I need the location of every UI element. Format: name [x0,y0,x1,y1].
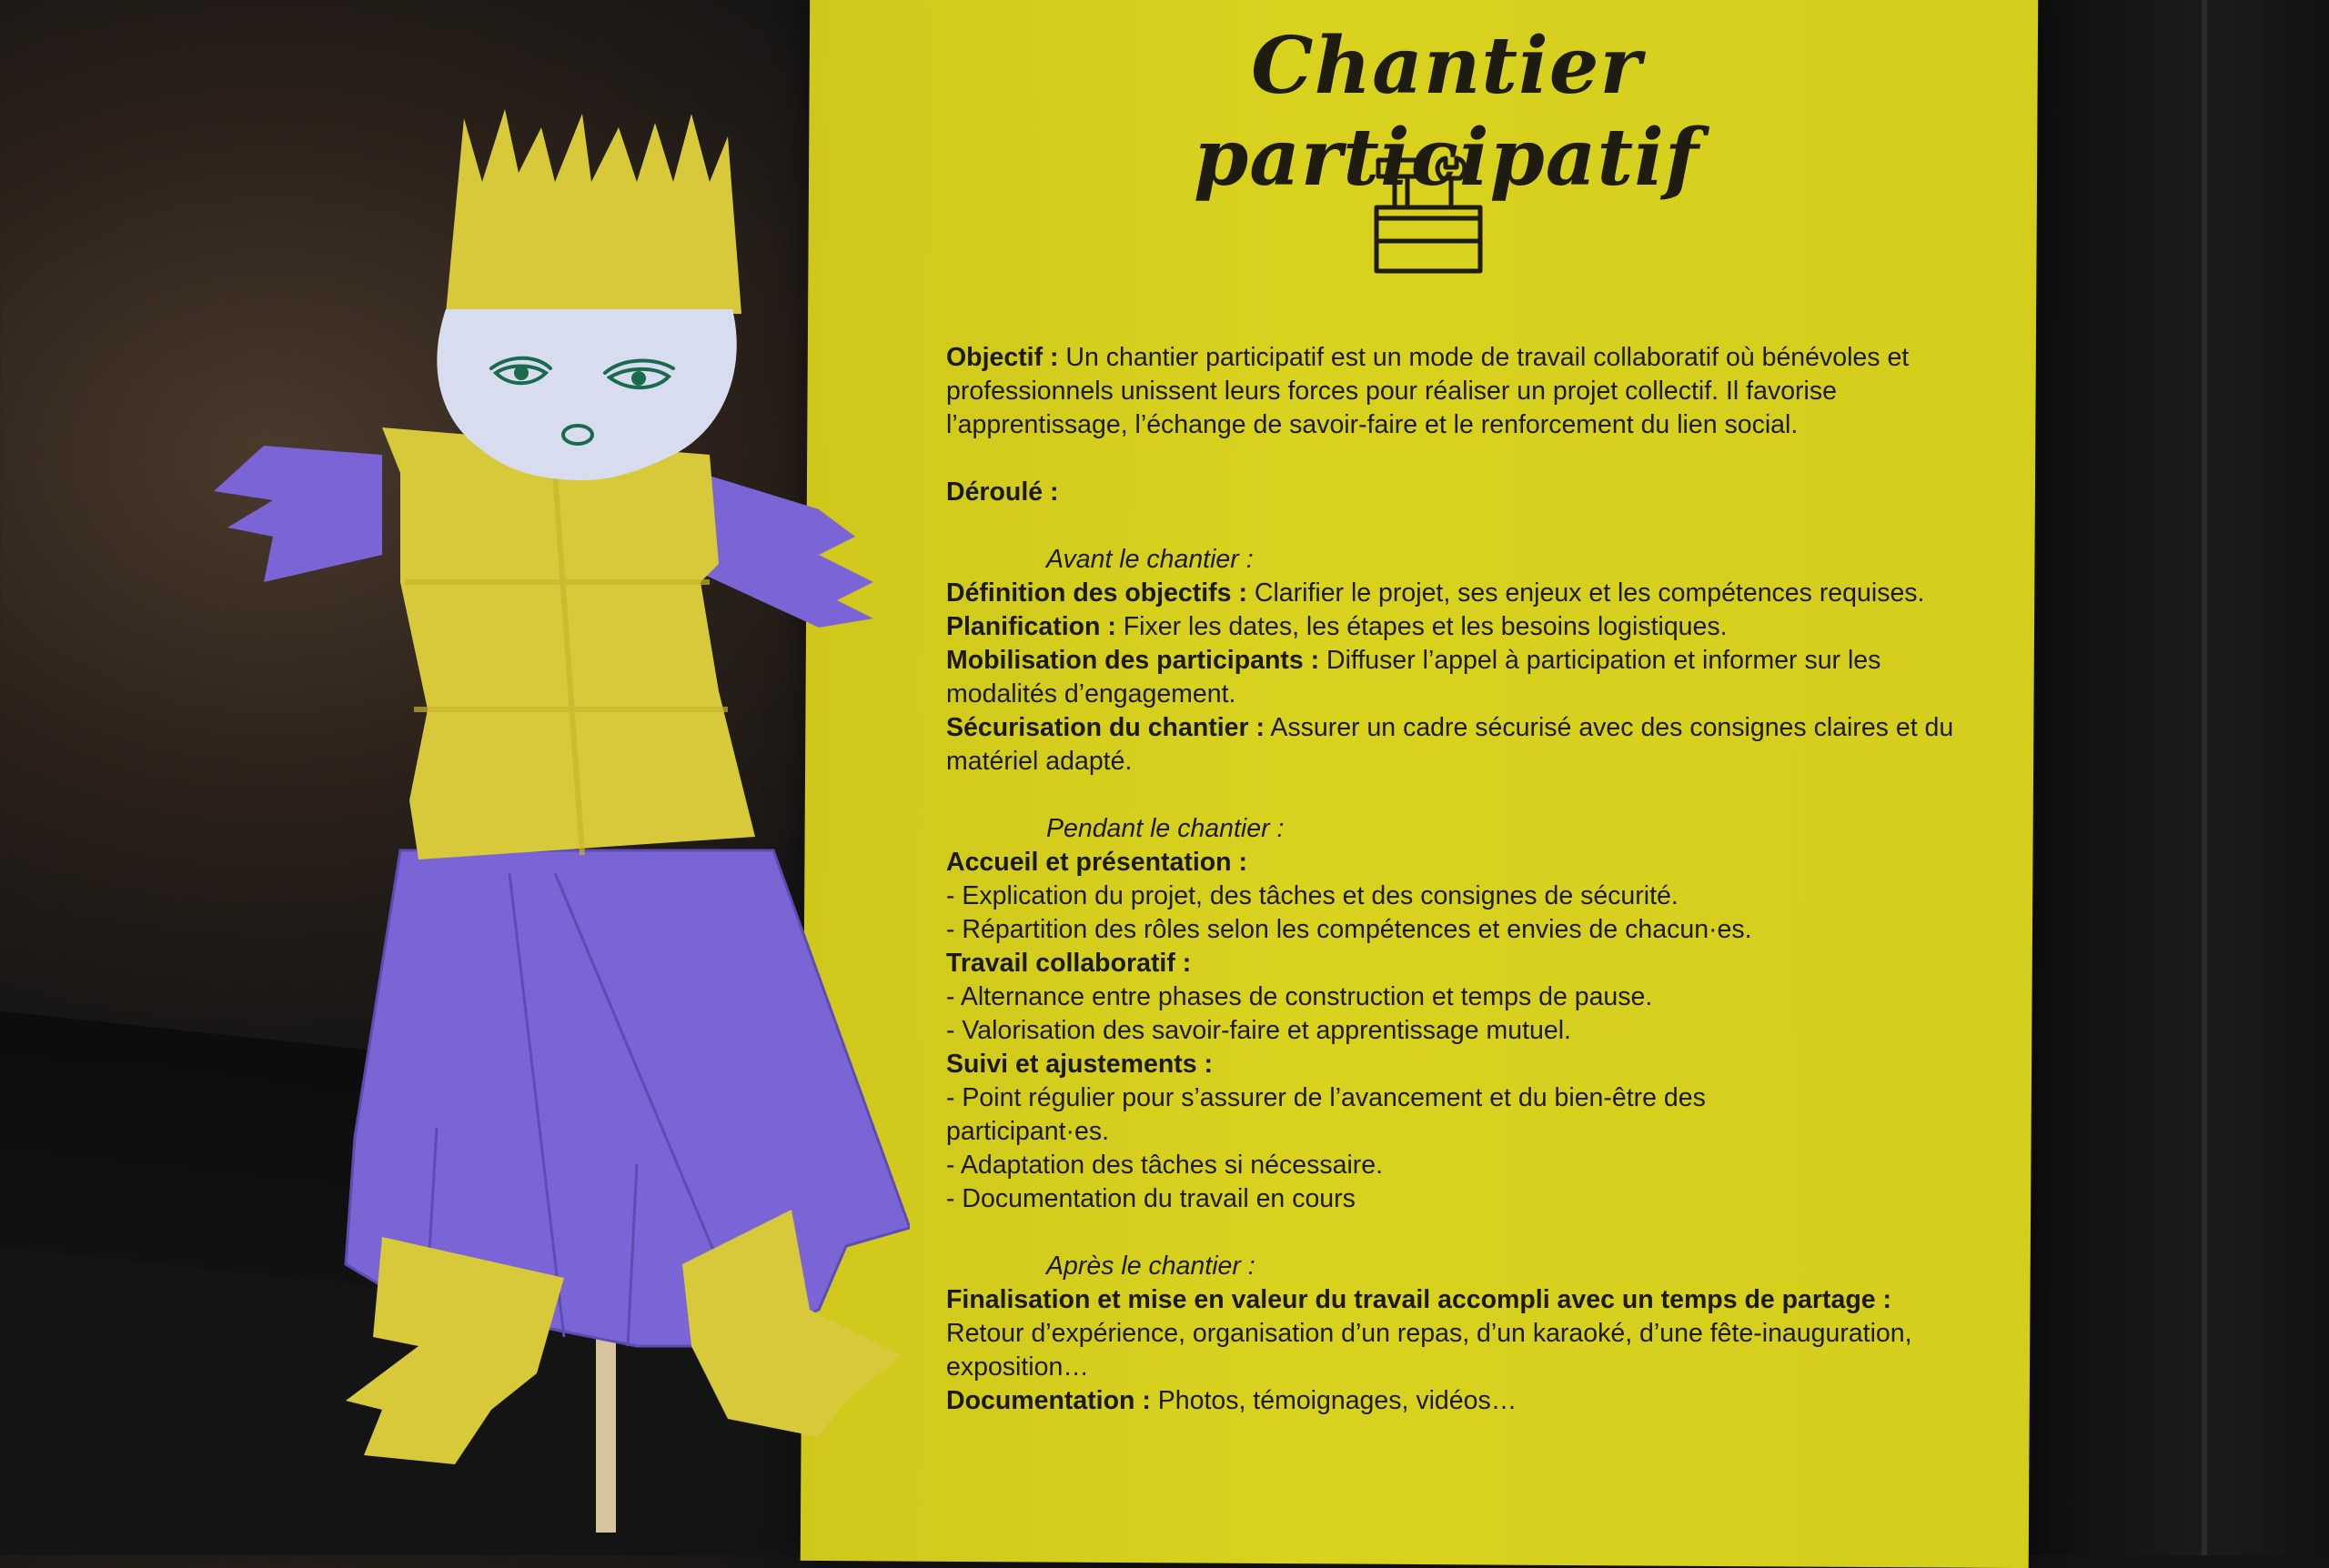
suivi-label: Suivi et ajustements : [946,1050,1214,1079]
toolbox-icon [1369,155,1487,277]
doll-hat [446,109,741,314]
deroule-label: Déroulé : [946,477,1059,507]
paper-doll [0,0,910,1555]
avant-item-text: Assurer un cadre sécurisé avec des consignes claires et du matériel adapté. [946,713,1954,776]
avant-item-text: Fixer les dates, les étapes et les besoins logistiques. [1115,612,1728,641]
doll-left-arm [214,446,382,582]
documentation-paragraph [946,1384,1965,1418]
final-label: Finalisation et mise en valeur du travail accompli avec un temps de partage : [946,1285,1892,1314]
final-paragraph [946,1283,1965,1384]
avant-item [946,577,1965,610]
accueil-label: Accueil et présentation : [946,848,1247,877]
doll-right-arm [701,473,873,628]
accueil-line: - Répartition des rôles selon les compétences et envies de chacun·es. [946,915,1752,944]
dark-background-right [2029,0,2329,1555]
avant-item-label: Planification : [946,612,1116,641]
documentation-text: Photos, témoignages, vidéos… [1150,1386,1517,1415]
frame-edge [2202,0,2207,1555]
travail-line: - Valorisation des savoir-faire et apprentissage mutuel. [946,1016,1571,1045]
avant-item-label: Mobilisation des participants : [946,646,1320,675]
phase-pendant-heading: Pendant le chantier : [1046,814,1285,843]
objectif-label: Objectif : [946,343,1059,372]
accueil-line: - Explication du projet, des tâches et des consignes de sécurité. [946,881,1679,910]
avant-item-text: Clarifier le projet, ses enjeux et les compétences requises. [1246,578,1925,608]
objectif-paragraph [946,341,1965,442]
card-body [946,341,1965,1418]
avant-item-label: Définition des objectifs : [946,578,1247,608]
suivi-line: - Point régulier pour s’assurer de l’avancement et du bien-être des participant·es. [946,1083,1706,1146]
objectif-text: Un chantier participatif est un mode de travail collaboratif où bénévoles et professionnels unissent leurs forces pour réaliser un projet collectif. Il favorise l’apprentissage, l’échange de savoir-faire et le renforcement du lien social. [946,343,1910,439]
card-title: Chantier participatif [1194,20,1699,204]
travail-line: - Alternance entre phases de construction et temps de pause. [946,982,1653,1011]
final-text: Retour d’expérience, organisation d’un repas, d’un karaoké, d’une fête-inauguration, exposition… [946,1319,1912,1382]
documentation-label: Documentation : [946,1386,1151,1415]
avant-item [946,610,1965,644]
avant-item [946,711,1965,779]
doll-stick [596,1337,616,1533]
avant-item [946,644,1965,711]
suivi-line: - Adaptation des tâches si nécessaire. [946,1151,1384,1180]
travail-label: Travail collaboratif : [946,949,1192,978]
phase-avant-heading: Avant le chantier : [1046,545,1254,574]
avant-item-label: Sécurisation du chantier : [946,713,1265,742]
avant-item-text: Diffuser l’appel à participation et informer sur les modalités d’engagement. [946,646,1881,709]
suivi-line: - Documentation du travail en cours [946,1184,1356,1213]
phase-apres-heading: Après le chantier : [1046,1251,1255,1281]
